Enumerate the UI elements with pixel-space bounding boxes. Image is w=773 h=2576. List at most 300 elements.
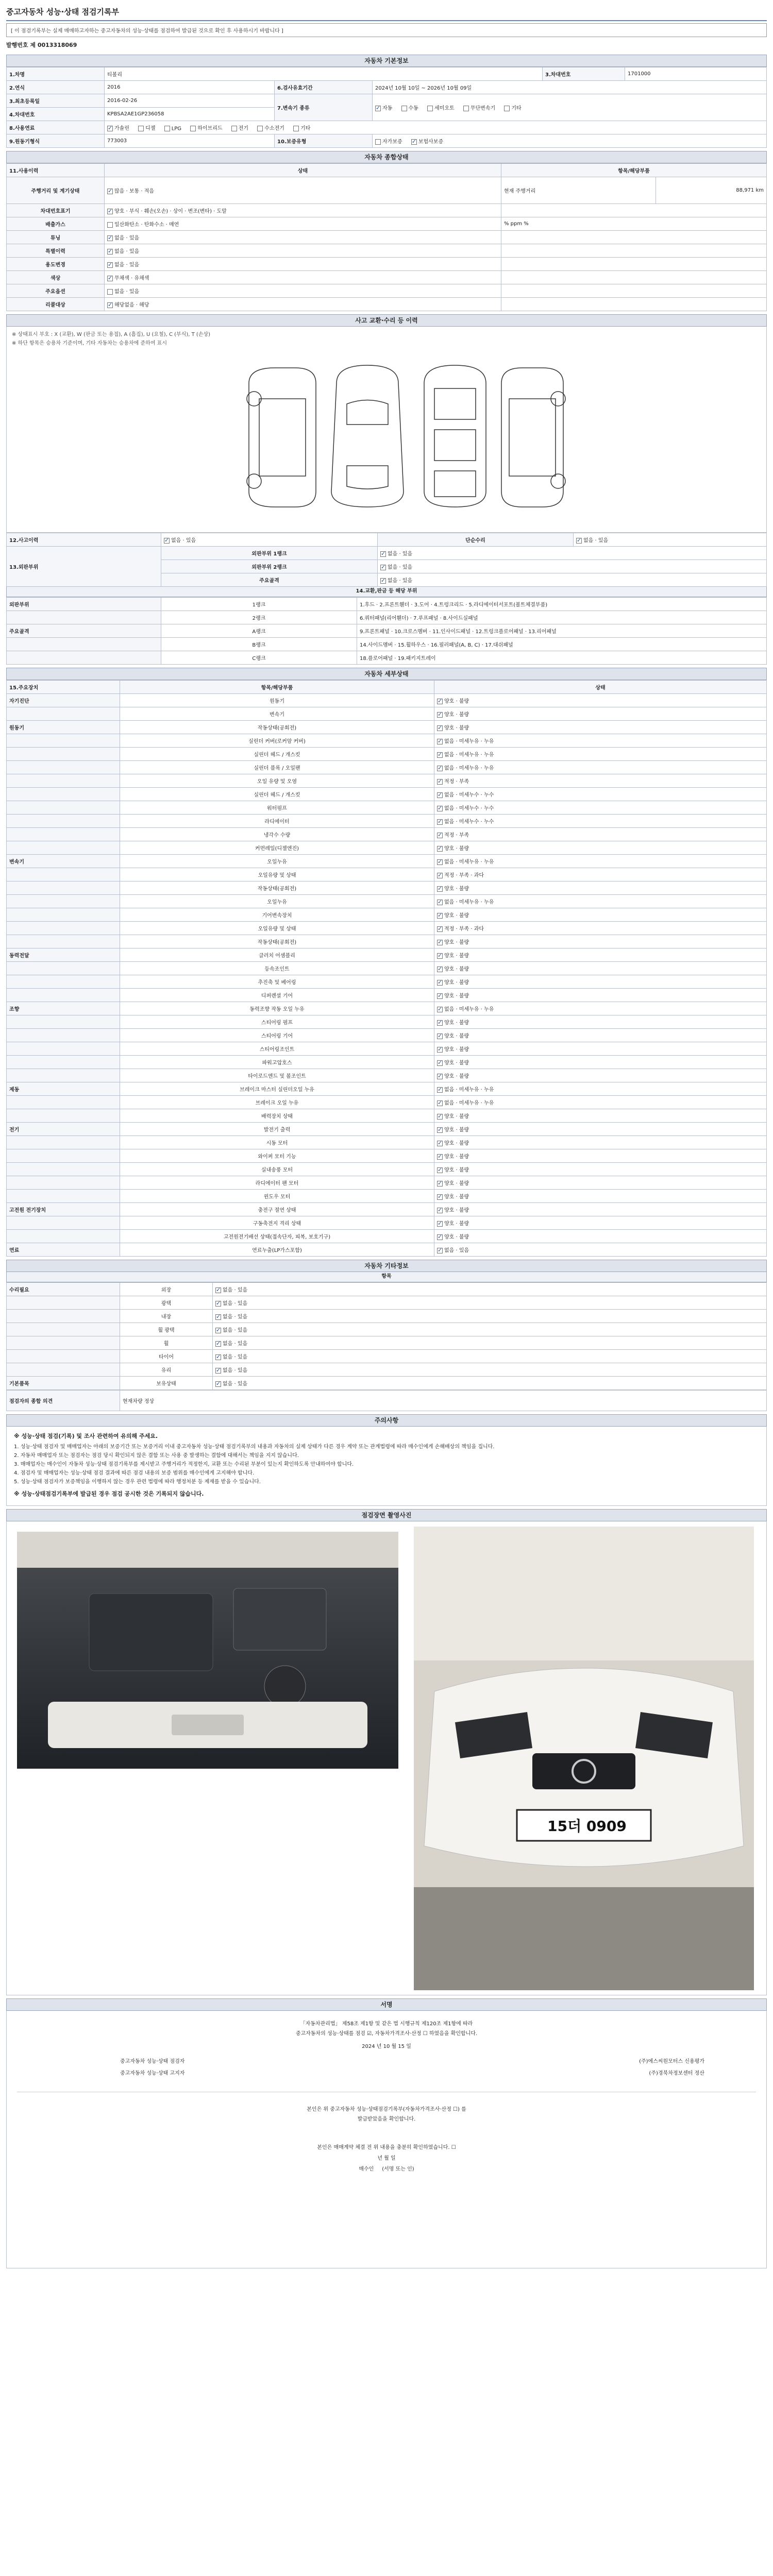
- checkbox[interactable]: [107, 262, 113, 268]
- part-state: [434, 801, 767, 815]
- item-state: [213, 1296, 767, 1310]
- part-label: 스티어링 펌프: [120, 1015, 434, 1029]
- row-label: 차대번호표기: [7, 204, 105, 217]
- part-label: 충전구 절연 상태: [120, 1203, 434, 1216]
- checkbox[interactable]: [437, 1167, 443, 1173]
- group-label: [7, 1042, 120, 1056]
- group-label: [7, 868, 120, 882]
- table-row: [7, 1283, 767, 1296]
- part-state: [434, 721, 767, 734]
- car-diagram-panel: [6, 327, 767, 533]
- table-row: [7, 94, 767, 108]
- checkbox[interactable]: [215, 1341, 221, 1347]
- checkbox[interactable]: [437, 1114, 443, 1120]
- group-label: [7, 962, 120, 975]
- checkbox[interactable]: [437, 1007, 443, 1012]
- state-text: 없음 · 미세누유 · 누유: [444, 1087, 494, 1093]
- state-text: 적정 · 부족 · 과다: [444, 873, 484, 878]
- part-label: 등속조인트: [120, 962, 434, 975]
- table-row: [7, 1377, 767, 1390]
- part-label: 라디에이터: [120, 815, 434, 828]
- part-state: [434, 1230, 767, 1243]
- state-text: 없음 · 미세누유 · 누유: [444, 1007, 494, 1012]
- checkbox[interactable]: [231, 126, 237, 131]
- group-label: [7, 1176, 120, 1190]
- part-state: [434, 734, 767, 748]
- checkbox[interactable]: [437, 1074, 443, 1079]
- item-state: [213, 1283, 767, 1296]
- checkbox[interactable]: [380, 565, 386, 570]
- checkbox[interactable]: [437, 819, 443, 825]
- row-label: 리콜대상: [7, 298, 105, 311]
- state-text: 없음 · 미세누수 · 누수: [444, 806, 494, 811]
- table-row: [7, 1015, 767, 1029]
- group-label: [7, 734, 120, 748]
- checkbox[interactable]: [437, 1221, 443, 1227]
- row-state: 없음 · 있음: [105, 284, 501, 298]
- part-state: [434, 774, 767, 788]
- checkbox[interactable]: [437, 1020, 443, 1026]
- table-row: [7, 1029, 767, 1042]
- table-row: [7, 81, 767, 94]
- row-value: 티볼리: [105, 67, 543, 81]
- state-text: 양호 · 불량: [444, 1194, 469, 1200]
- row-value: 773003: [105, 134, 275, 148]
- note-line: 2. 자동차 매매업자 또는 점검자는 점검 당시 확인되지 않은 결함 또는 사용 중 발생하는 결함에 대해서는 책임을 지지 않습니다.: [14, 1453, 299, 1459]
- table-row: [7, 681, 767, 694]
- row-label: 주요골격: [161, 573, 378, 587]
- checkbox[interactable]: [107, 302, 113, 308]
- table-row: [7, 1230, 767, 1243]
- report-page: [6, 4, 767, 2268]
- checkbox[interactable]: [437, 725, 443, 731]
- group-label: [7, 975, 120, 989]
- state-text: 양호 · 불량: [444, 1154, 469, 1160]
- inspector-label: 중고자동차 성능·상태 점검자: [120, 2059, 185, 2064]
- checkbox[interactable]: [437, 846, 443, 852]
- table-row: [7, 217, 767, 231]
- table-row: [7, 1002, 767, 1015]
- parts-header: 14.교환,판금 등 해당 부위: [6, 587, 767, 597]
- row-label: 4.차대번호: [7, 108, 105, 121]
- checkbox[interactable]: [293, 126, 299, 131]
- part-state: [434, 694, 767, 707]
- state-text: 없음 · 미세누수 · 누수: [444, 819, 494, 825]
- state-text: 없음 · 있음: [223, 1381, 248, 1387]
- license-plate: 15더 0909: [547, 1818, 627, 1835]
- table-row: 외판부위 2랭크 ✓ 없음 · 있음: [7, 560, 767, 573]
- checkbox[interactable]: [504, 106, 510, 111]
- part-state: [434, 855, 767, 868]
- table-row: [7, 67, 767, 81]
- note-line: 1. 성능·상태 점검자 및 매매업자는 아래의 보증기간 또는 보증거리 이내 중고자동차 성능·상태 점검기록부의 내용과 자동차의 실제 상태가 다른 경우 계약 또는 관계법령에 따라 매수인에게 손해배상의 책임을 집니다.: [14, 1444, 495, 1450]
- sign-date: 2024 년 10 월 15 일: [362, 2044, 411, 2049]
- checkbox[interactable]: [437, 792, 443, 798]
- photo-header: 점검장면 촬영사진: [6, 1509, 767, 1521]
- checkbox[interactable]: [437, 1208, 443, 1213]
- checkbox[interactable]: [437, 833, 443, 838]
- checkbox[interactable]: [257, 126, 263, 131]
- part-label: 오일유량 및 상태: [120, 922, 434, 935]
- row-label: 7.변속기 종류: [275, 94, 373, 121]
- checkbox[interactable]: [427, 106, 433, 111]
- group-label: [7, 1190, 120, 1203]
- part-label: 오일 유량 및 오염: [120, 774, 434, 788]
- note-line: 4. 점검자 및 매매업자는 성능·상태 점검 결과에 따른 점검 내용의 보증 범위를 매수인에게 고지해야 합니다.: [14, 1470, 255, 1476]
- row-state: ✓ 없음 · 있음: [161, 533, 378, 547]
- checkbox[interactable]: [107, 222, 113, 228]
- part-state: [434, 1203, 767, 1216]
- col-header: 항목/해당부품: [501, 164, 767, 177]
- group-label: [7, 815, 120, 828]
- state-text: 양호 · 불량: [444, 1060, 469, 1066]
- state-text: 양호 · 불량: [444, 712, 469, 718]
- row-label: 2.연식: [7, 81, 105, 94]
- table-row: [7, 855, 767, 868]
- part-state: [434, 1069, 767, 1082]
- table-row: [7, 1216, 767, 1230]
- checkbox[interactable]: [107, 209, 113, 214]
- checkbox[interactable]: [215, 1368, 221, 1374]
- part-label: 커먼레일(디젤엔진): [120, 841, 434, 855]
- checkbox[interactable]: [437, 766, 443, 771]
- part-state: [434, 1096, 767, 1109]
- buyer-label: 매수인: [359, 2166, 374, 2172]
- state-text: 없음 · 있음: [444, 1248, 469, 1253]
- checkbox[interactable]: [437, 1141, 443, 1146]
- notice-box: [ 이 점검기록부는 실제 매매하고자하는 중고자동차의 성능·상태를 점검하여 발급된 것으로 확인 후 사용하시기 바랍니다 ]: [6, 23, 767, 37]
- group-label: [7, 1069, 120, 1082]
- receive-line: 본인은 위 중고자동차 성능·상태점검기록부(자동차가격조사·산정 ☐) 를: [307, 2107, 466, 2112]
- part-label: 윈도우 모터: [120, 1190, 434, 1203]
- item-label: 내장: [120, 1310, 213, 1323]
- part-label: 브레이크 오일 누유: [120, 1096, 434, 1109]
- part-label: 와이퍼 모터 기능: [120, 1149, 434, 1163]
- checkbox[interactable]: [437, 779, 443, 785]
- state-text: 없음 · 있음: [223, 1354, 248, 1360]
- table-row: [7, 721, 767, 734]
- car-diagram: [7, 352, 767, 528]
- checkbox[interactable]: [107, 249, 113, 255]
- table-row: [7, 694, 767, 707]
- checkbox[interactable]: [437, 1234, 443, 1240]
- table-row: [7, 258, 767, 271]
- checkbox[interactable]: [437, 993, 443, 999]
- checkbox[interactable]: [215, 1328, 221, 1333]
- group-label: [7, 841, 120, 855]
- photo-panel: [6, 1521, 767, 1995]
- buyer-sign[interactable]: (서명 또는 인): [382, 2166, 414, 2172]
- row-label: 1.차명: [7, 67, 105, 81]
- table-row: [7, 1190, 767, 1203]
- basic-info-table: [6, 67, 767, 148]
- group-label: [7, 895, 120, 908]
- state-text: 없음 · 미세누유 · 누유: [444, 900, 494, 905]
- car-frame-icon: [424, 365, 486, 507]
- state-text: 양호 · 불량: [444, 980, 469, 986]
- checkbox[interactable]: [437, 940, 443, 945]
- state-text: 없음 · 미세누수 · 누수: [444, 792, 494, 798]
- item-label: 외장: [120, 1283, 213, 1296]
- checkbox[interactable]: [437, 1127, 443, 1133]
- checkbox[interactable]: [215, 1301, 221, 1307]
- item-state: [213, 1377, 767, 1390]
- checkbox[interactable]: [437, 752, 443, 758]
- part-state: [434, 868, 767, 882]
- table-row: C랭크 18.플로어패널 · 19.패키지트레이: [7, 651, 767, 665]
- table-row: [7, 1176, 767, 1190]
- row-label: 용도변경: [7, 258, 105, 271]
- state-text: 양호 · 불량: [444, 1127, 469, 1133]
- row-label: 9.원동기형식: [7, 134, 105, 148]
- legend-text-2: ※ 하단 항목은 승용차 기준이며, 기타 자동차는 승용차에 준하여 표시: [12, 341, 167, 346]
- row-note: 현재 주행거리: [501, 177, 656, 204]
- checkbox[interactable]: [380, 551, 386, 557]
- table-row: [7, 121, 767, 134]
- part-state: [434, 1176, 767, 1190]
- row-label: 12.사고이력: [7, 533, 161, 547]
- checkbox[interactable]: [437, 699, 443, 704]
- state-text: 양호 · 불량: [444, 1074, 469, 1079]
- checkbox[interactable]: [437, 953, 443, 959]
- row-state: ✓ 양호 · 부식 · 훼손(오손) · 상이 · 변조(변타) · 도말: [105, 204, 501, 217]
- checkbox[interactable]: [576, 538, 582, 544]
- part-label: 브레이크 마스터 실린더오일 누유: [120, 1082, 434, 1096]
- car-front-photo: [414, 1527, 754, 1990]
- checkbox[interactable]: [437, 926, 443, 932]
- summary-header: 자동차 종합상태: [6, 151, 767, 163]
- checkbox[interactable]: [107, 235, 113, 241]
- col-header: 상태: [434, 681, 767, 694]
- state-text: 없음 · 미세누유 · 누유: [444, 766, 494, 771]
- part-label: 원동기: [120, 694, 434, 707]
- group-label: 고전원 전기장치: [7, 1203, 120, 1216]
- notes-final: ※ 성능·상태점검기록부에 발급된 경우 점검 공시한 것은 기록되지 않습니다.: [14, 1490, 204, 1497]
- part-state: [434, 748, 767, 761]
- part-label: 라디에이터 팬 모터: [120, 1176, 434, 1190]
- group-label: [7, 1096, 120, 1109]
- state-text: 양호 · 불량: [444, 725, 469, 731]
- checkbox[interactable]: [107, 189, 113, 194]
- checkbox[interactable]: [437, 1047, 443, 1053]
- item-state: [213, 1310, 767, 1323]
- table-row: [7, 882, 767, 895]
- group-label: [7, 1296, 120, 1310]
- checkbox[interactable]: [107, 126, 113, 131]
- state-text: 없음 · 있음: [223, 1301, 248, 1307]
- item-state: [213, 1323, 767, 1336]
- checkbox[interactable]: [215, 1314, 221, 1320]
- table-row: [7, 1203, 767, 1216]
- parts-table: [6, 597, 767, 665]
- group-label: [7, 935, 120, 948]
- state-text: 양호 · 불량: [444, 913, 469, 919]
- group-label: [7, 748, 120, 761]
- state-text: 없음 · 있음: [223, 1368, 248, 1374]
- cert-label: 발행번호 제: [6, 42, 36, 48]
- checkbox[interactable]: [437, 980, 443, 986]
- checkbox[interactable]: [437, 900, 443, 905]
- checkbox[interactable]: [437, 1087, 443, 1093]
- table-row: [7, 895, 767, 908]
- checkbox[interactable]: [164, 538, 170, 544]
- item-label: 유리: [120, 1363, 213, 1377]
- table-row: [7, 841, 767, 855]
- group-label: 제동: [7, 1082, 120, 1096]
- state-text: 양호 · 불량: [444, 1141, 469, 1146]
- part-state: [434, 1190, 767, 1203]
- row-label: 주행거리 및 계기상태: [7, 177, 105, 204]
- table-row: [7, 134, 767, 148]
- checkbox[interactable]: [437, 1100, 443, 1106]
- group-label: [7, 1029, 120, 1042]
- state-text: 양호 · 불량: [444, 1234, 469, 1240]
- summary-table: [6, 163, 767, 311]
- cert-value: 0013318069: [37, 42, 77, 48]
- part-state: [434, 962, 767, 975]
- item-label: 광택: [120, 1296, 213, 1310]
- table-row: [7, 1136, 767, 1149]
- checkbox[interactable]: [138, 126, 144, 131]
- group-label: [7, 1015, 120, 1029]
- buyer-date: 년 월 일: [377, 2156, 396, 2161]
- table-row: [7, 177, 767, 204]
- table-row: [7, 908, 767, 922]
- basic-info-header: 자동차 기본정보: [6, 55, 767, 67]
- state-text: 양호 · 불량: [444, 953, 469, 959]
- group-label: [7, 1163, 120, 1176]
- checkbox[interactable]: [215, 1381, 221, 1387]
- checkbox[interactable]: [437, 739, 443, 744]
- checkbox[interactable]: [437, 1033, 443, 1039]
- row-state: ✓ 무채색 · 유채색: [105, 271, 501, 284]
- inspector-value: (주)에스씨원모터스 신용평가: [639, 2059, 704, 2064]
- checkbox[interactable]: [215, 1287, 221, 1293]
- item-label: 타이어: [120, 1350, 213, 1363]
- part-label: 추진축 및 베어링: [120, 975, 434, 989]
- group-label: [7, 1310, 120, 1323]
- checkbox[interactable]: [375, 106, 381, 111]
- checkbox[interactable]: [190, 126, 196, 131]
- table-row: [7, 1069, 767, 1082]
- checkbox[interactable]: [437, 712, 443, 718]
- group-label: [7, 788, 120, 801]
- part-label: 작동상태(공회전): [120, 721, 434, 734]
- table-row: [7, 734, 767, 748]
- checkbox[interactable]: [107, 289, 113, 295]
- checkbox[interactable]: [437, 886, 443, 892]
- checkbox[interactable]: [463, 106, 469, 111]
- fuel-options: ✓ 가솔린 디젤 LPG 하이브리드 전기 수소전기 기타: [105, 121, 767, 134]
- sign-line: 「자동차관리법」 제58조 제1항 및 같은 법 시행규칙 제120조 제1항에 따라: [300, 2021, 473, 2027]
- state-text: 양호 · 불량: [444, 1033, 469, 1039]
- checkbox[interactable]: [380, 578, 386, 584]
- checkbox[interactable]: [411, 139, 417, 145]
- checkbox[interactable]: [107, 276, 113, 281]
- part-label: 실린더 커버(로커암 커버): [120, 734, 434, 748]
- table-row: [7, 244, 767, 258]
- checkbox[interactable]: [437, 1154, 443, 1160]
- state-text: 없음 · 미세누유 · 누유: [444, 1100, 494, 1106]
- group-label: 연료: [7, 1243, 120, 1257]
- checkbox[interactable]: [401, 106, 407, 111]
- checkbox[interactable]: [437, 859, 443, 865]
- part-label: 파워고압호스: [120, 1056, 434, 1069]
- row-label: 3.차대번호: [543, 67, 625, 81]
- state-text: 양호 · 불량: [444, 1167, 469, 1173]
- checkbox[interactable]: [437, 806, 443, 811]
- group-label: [7, 1230, 120, 1243]
- buyer-sign-row: [7, 2161, 766, 2172]
- checkbox[interactable]: [164, 126, 170, 131]
- state-text: 양호 · 불량: [444, 967, 469, 972]
- table-row: [7, 1123, 767, 1136]
- table-row: [7, 1323, 767, 1336]
- group-label: [7, 801, 120, 815]
- checkbox[interactable]: [215, 1354, 221, 1360]
- accident-header: 사고 교환·수리 등 이력: [6, 314, 767, 327]
- table-row: [7, 533, 767, 547]
- checkbox[interactable]: [375, 139, 381, 145]
- state-text: 양호 · 불량: [444, 1020, 469, 1026]
- part-label: 실린더 헤드 / 개스킷: [120, 748, 434, 761]
- part-state: [434, 1042, 767, 1056]
- table-row: [7, 1163, 767, 1176]
- sign-header: 서명: [6, 1998, 767, 2011]
- group-label: [7, 1216, 120, 1230]
- group-label: 원동기: [7, 721, 120, 734]
- row-state: ✓ 없음 · 있음: [105, 244, 501, 258]
- item-label: 휠: [120, 1336, 213, 1350]
- row-label: 배출가스: [7, 217, 105, 231]
- table-row: [7, 989, 767, 1002]
- part-label: 작동상태(공회전): [120, 882, 434, 895]
- part-state: [434, 707, 767, 721]
- part-label: 발전기 출력: [120, 1123, 434, 1136]
- row-state: ✓ 없음 · 있음: [574, 533, 767, 547]
- document-title: 중고자동차 성능·상태 점검기록부: [6, 7, 120, 16]
- opinion-text: 현재차량 정상: [120, 1391, 767, 1411]
- state-text: 양호 · 불량: [444, 1208, 469, 1213]
- part-label: 작동상태(공회전): [120, 935, 434, 948]
- group-label: [7, 1336, 120, 1350]
- state-text: 적정 · 부족: [444, 833, 469, 838]
- table-row: [7, 1310, 767, 1323]
- state-text: 양호 · 불량: [444, 1047, 469, 1053]
- row-label: 외판부위 1랭크: [161, 547, 378, 560]
- part-state: [434, 935, 767, 948]
- checkbox[interactable]: [437, 1194, 443, 1200]
- row-state: 일산화탄소 · 탄화수소 · 매연: [105, 217, 501, 231]
- part-state: [434, 1123, 767, 1136]
- col-header: 11.사용이력: [7, 164, 105, 177]
- checkbox[interactable]: [437, 873, 443, 878]
- part-label: 변속기: [120, 707, 434, 721]
- row-value: KPBSA2AE1GP236058: [105, 108, 275, 121]
- checkbox[interactable]: [437, 1248, 443, 1253]
- table-row: [7, 935, 767, 948]
- checkbox[interactable]: [437, 1181, 443, 1187]
- group-label: [7, 1056, 120, 1069]
- appraiser-value: (주)경북차정보센터 정산: [649, 2071, 704, 2076]
- col-header: 상태: [105, 164, 501, 177]
- checkbox[interactable]: [437, 913, 443, 919]
- table-row: 주요골격 ✓ 없음 · 있음: [7, 573, 767, 587]
- item-label: 보유상태: [120, 1377, 213, 1390]
- checkbox[interactable]: [437, 1060, 443, 1066]
- row-value: 2024년 10월 10일 ~ 2026년 10월 09일: [373, 81, 767, 94]
- checkbox[interactable]: [437, 967, 443, 972]
